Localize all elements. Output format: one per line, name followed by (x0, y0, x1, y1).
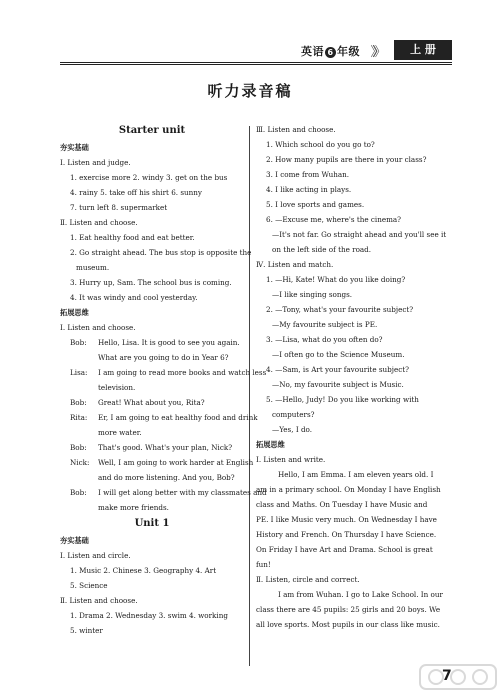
exercise-heading: Ⅱ. Listen, circle and correct. (256, 575, 360, 584)
dialogue-line: Rita: Er, I am going to eat healthy food and drink (70, 413, 258, 422)
exercise-line: —No, my favourite subject is Music. (272, 380, 404, 389)
header-rule (60, 62, 452, 63)
page-header (60, 40, 452, 62)
exercise-line: 4. It was windy and cool yesterday. (70, 293, 198, 302)
exercise-line: 4. rainy 5. take off his shirt 6. sunny (70, 188, 202, 197)
passage-line: class there are 45 pupils: 25 girls and 20 boys. We (256, 605, 441, 614)
exercise-heading: Ⅳ. Listen and match. (256, 260, 334, 269)
passage-line: Hello, I am Emma. I am eleven years old. I (278, 470, 434, 479)
exercise-line: —My favourite subject is PE. (272, 320, 378, 329)
passage-line: fun! (256, 560, 271, 569)
passage-line: On Friday I have Art and Drama. School is great (256, 545, 433, 554)
term-badge: 上 册 (394, 40, 452, 60)
exercise-heading: Ⅲ. Listen and choose. (256, 125, 336, 134)
exercise-line: 5. I love sports and games. (266, 200, 365, 209)
exercise-line: computers? (272, 410, 315, 419)
passage-line: PE. I like Music very much. On Wednesday I have (256, 515, 437, 524)
exercise-line: on the left side of the road. (272, 245, 372, 254)
column-divider (249, 126, 250, 666)
exercise-line: 5. winter (70, 626, 103, 635)
exercise-line: 1. Eat healthy food and eat better. (70, 233, 195, 242)
exercise-heading: Ⅰ. Listen and judge. (60, 158, 131, 167)
exercise-line: museum. (76, 263, 110, 272)
watermark-logo-icon (418, 662, 498, 692)
section-heading: 夯实基础 (60, 536, 89, 545)
passage-line: History and French. On Thursday I have Science. (256, 530, 437, 539)
page-number: 7 (442, 668, 452, 684)
exercise-line: 3. —Lisa, what do you often do? (266, 335, 383, 344)
exercise-line: 5. Science (70, 581, 108, 590)
dialogue-continuation: make more friends. (98, 503, 169, 512)
dialogue-line: Bob: That's good. What's your plan, Nick? (70, 443, 233, 452)
dialogue-continuation: and do more listening. And you, Bob? (98, 473, 235, 482)
exercise-line: 4. —Sam, is Art your favourite subject? (266, 365, 410, 374)
exercise-line: 1. Drama 2. Wednesday 3. swim 4. working (70, 611, 228, 620)
exercise-line: —I like singing songs. (272, 290, 353, 299)
dialogue-line: Lisa: I am going to read more books and watch less (70, 368, 267, 377)
exercise-line: 1. Which school do you go to? (266, 140, 375, 149)
exercise-line: 1. exercise more 2. windy 3. get on the bus (70, 173, 228, 182)
exercise-line: 2. Go straight ahead. The bus stop is opposite the (70, 248, 252, 257)
exercise-line: 2. How many pupils are there in your class? (266, 155, 427, 164)
dialogue-continuation: television. (98, 383, 136, 392)
dialogue-line: Bob: I will get along better with my classmates and (70, 488, 267, 497)
exercise-heading: Ⅰ. Listen and circle. (60, 551, 131, 560)
exercise-heading: Ⅰ. Listen and choose. (60, 323, 136, 332)
exercise-line: 4. I like acting in plays. (266, 185, 352, 194)
dialogue-continuation: more water. (98, 428, 142, 437)
section-heading: 夯实基础 (60, 143, 89, 152)
exercise-heading: Ⅰ. Listen and write. (256, 455, 326, 464)
exercise-line: 2. —Tony, what's your favourite subject? (266, 305, 414, 314)
double-chevron-icon: 》》 (370, 45, 382, 60)
passage-line: class and Maths. On Tuesday I have Music and (256, 500, 428, 509)
exercise-line: 5. —Hello, Judy! Do you like working with (266, 395, 419, 404)
passage-line: I am from Wuhan. I go to Lake School. In our (278, 590, 443, 599)
exercise-line: —It's not far. Go straight ahead and you'll see it (272, 230, 447, 239)
exercise-heading: Ⅱ. Listen and choose. (60, 218, 138, 227)
section-heading: 拓展思维 (60, 308, 89, 317)
dialogue-continuation: What are you going to do in Year 6? (98, 353, 229, 362)
exercise-line: 3. Hurry up, Sam. The school bus is coming. (70, 278, 232, 287)
dialogue-line: Nick: Well, I am going to work harder at English (70, 458, 254, 467)
document-title: 听力录音稿 (207, 82, 293, 100)
exercise-line: 6. —Excuse me, where's the cinema? (266, 215, 402, 224)
exercise-line: —Yes, I do. (272, 425, 313, 434)
passage-line: all love sports. Most pupils in our class like music. (256, 620, 440, 629)
exercise-line: 1. Music 2. Chinese 3. Geography 4. Art (70, 566, 217, 575)
grade-badge: 6 (325, 47, 336, 58)
exercise-heading: Ⅱ. Listen and choose. (60, 596, 138, 605)
unit1-title: Unit 1 (134, 518, 170, 529)
right-column (256, 122, 452, 632)
starter-unit-title: Starter unit (118, 125, 186, 136)
exercise-line: —I often go to the Science Museum. (272, 350, 405, 359)
header-subject: 英语 6 年级 (301, 45, 360, 58)
dialogue-line: Bob: Great! What about you, Rita? (70, 398, 205, 407)
passage-line: am in a primary school. On Monday I have English (256, 485, 441, 494)
exercise-line: 1. —Hi, Kate! What do you like doing? (266, 275, 406, 284)
section-heading: 拓展思维 (256, 440, 285, 449)
dialogue-line: Bob: Hello, Lisa. It is good to see you again. (70, 338, 240, 347)
exercise-line: 3. I come from Wuhan. (266, 170, 350, 179)
header-rule-thin (60, 64, 452, 65)
exercise-line: 7. turn left 8. supermarket (70, 203, 168, 212)
